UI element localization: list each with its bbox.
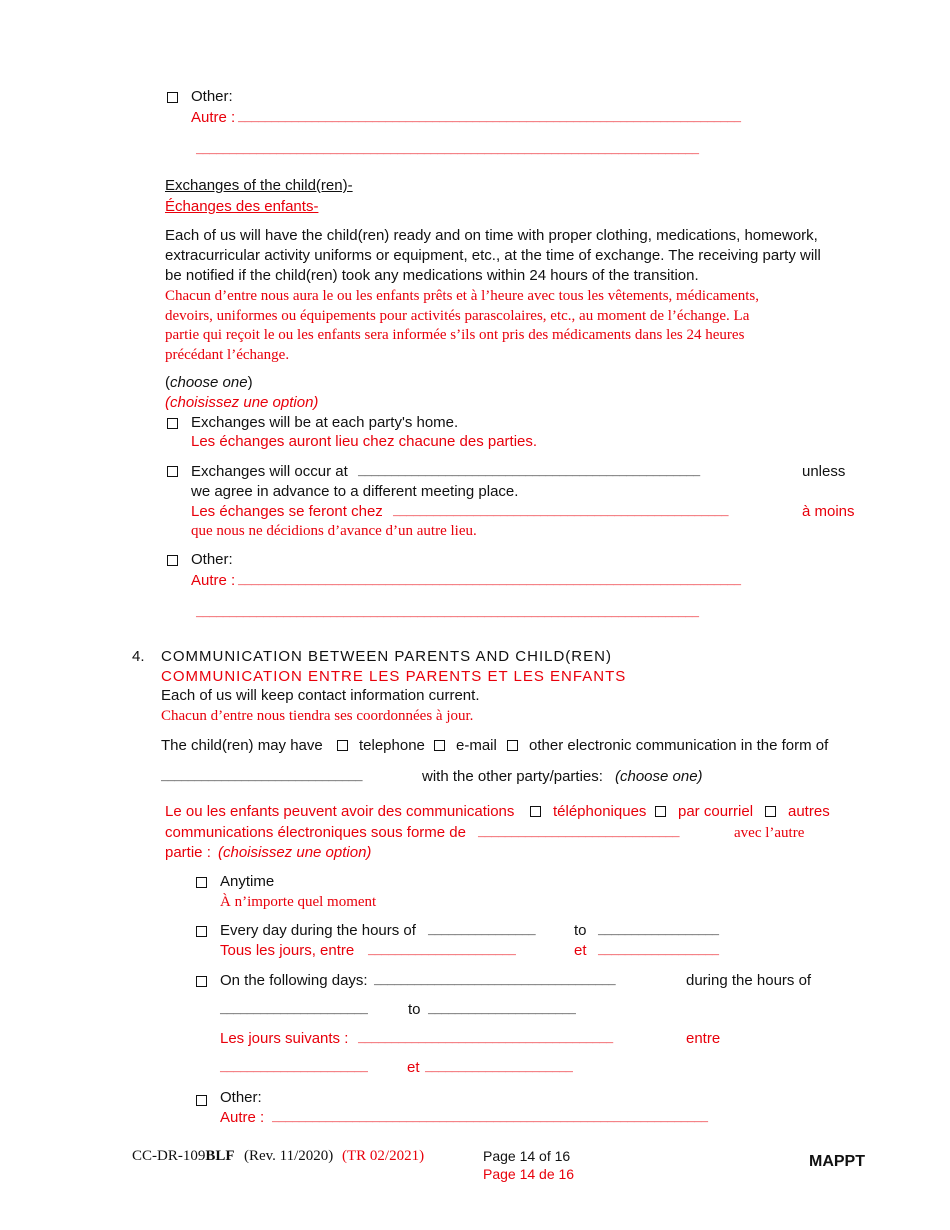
following-days-label-fr: Les jours suivants : (220, 1030, 349, 1047)
telephone-label: telephone (359, 737, 425, 754)
other-line-top-2[interactable]: ___________________________________________________________________________ (196, 143, 699, 157)
anytime-label-fr: À n’importe quel moment (220, 894, 377, 910)
other-electronic-label: other electronic communication in the form of (529, 737, 829, 754)
email-checkbox[interactable] (434, 740, 445, 751)
section-title: COMMUNICATION BETWEEN PARENTS AND CHILD(REN) (161, 648, 612, 665)
every-day-to-line-fr[interactable]: __________________ (598, 944, 719, 958)
other-label-top: Other: (191, 88, 233, 105)
following-from-line[interactable]: ______________________ (220, 1003, 368, 1017)
form-tr: (TR 02/2021) (342, 1148, 425, 1164)
exchanges-other-line-1[interactable]: ___________________________________________________________________________ (238, 574, 741, 588)
page-number-fr: Page 14 de 16 (483, 1166, 575, 1182)
exchanges-para-fr-line: devoirs, uniformes ou équipements pour activités parascolaires, etc., au moment de l’échange. La (165, 308, 750, 324)
other-line-top-1[interactable]: ___________________________________________________________________________ (238, 111, 741, 125)
exchanges-location-checkbox[interactable] (167, 466, 178, 477)
choose-one-label-fr: (choisissez une option) (165, 394, 319, 411)
exchanges-para-line: extracurricular activity uniforms or equipment, etc., at the time of exchange. The receiving party will (165, 247, 821, 264)
section-number: 4. (132, 648, 145, 665)
exchanges-unless-label: unless (802, 463, 846, 480)
exchanges-para-fr-line: Chacun d’entre nous aura le ou les enfants prêts et à l’heure avec tous les vêtements, médicaments, (165, 288, 759, 304)
form-revision: (Rev. 11/2020) (244, 1148, 334, 1164)
section-intro-fr: Chacun d’entre nous tiendra ses coordonnées à jour. (161, 708, 474, 724)
other-checkbox-top[interactable] (167, 92, 178, 103)
comm-other-checkbox[interactable] (196, 1095, 207, 1106)
mappt-label: MAPPT (809, 1153, 865, 1170)
other-electronic-checkbox[interactable] (507, 740, 518, 751)
other-electronic-checkbox-fr[interactable] (765, 806, 776, 817)
every-day-checkbox[interactable] (196, 926, 207, 937)
every-day-label: Every day during the hours of (220, 922, 416, 939)
following-to-line-fr[interactable]: ______________________ (425, 1061, 573, 1075)
every-day-label-fr: Tous les jours, entre (220, 942, 355, 959)
section-title-fr: COMMUNICATION ENTRE LES PARENTS ET LES ENFANTS (161, 668, 627, 685)
exchanges-para-line: be notified if the child(ren) took any medications within 24 hours of the transition. (165, 267, 699, 284)
exchanges-location-line[interactable]: ___________________________________________________ (358, 465, 700, 479)
may-have-label: The child(ren) may have (161, 737, 323, 754)
following-days-label: On the following days: (220, 972, 368, 989)
avec-label-fr: avec l’autre (734, 825, 805, 841)
following-to-line[interactable]: ______________________ (428, 1003, 576, 1017)
may-have-label-fr: Le ou les enfants peuvent avoir des communications (165, 803, 515, 820)
telephone-checkbox-fr[interactable] (530, 806, 541, 817)
exchanges-para-line: Each of us will have the child(ren) ready and on time with proper clothing, medications, homework, (165, 227, 818, 244)
form-number: CC-DR-109BLF (132, 1148, 235, 1164)
following-from-line-fr[interactable]: ______________________ (220, 1061, 368, 1075)
entre-label-fr: entre (686, 1030, 721, 1047)
every-day-to-line[interactable]: __________________ (598, 924, 719, 938)
autres-label-fr: autres (788, 803, 830, 820)
exchanges-location-line-fr[interactable]: __________________________________________________ (393, 505, 729, 519)
following-days-line-fr[interactable]: ______________________________________ (358, 1032, 613, 1046)
page-number: Page 14 of 16 (483, 1148, 571, 1164)
anytime-label: Anytime (220, 873, 275, 890)
exchanges-home-label-fr: Les échanges auront lieu chez chacune des parties. (191, 433, 538, 450)
choose-one-comm-fr: (choisissez une option) (218, 844, 372, 861)
exchanges-agree-label-fr: que nous ne décidions d’avance d’un autre lieu. (191, 523, 477, 539)
exchanges-home-checkbox[interactable] (167, 418, 178, 429)
exchanges-other-line-2[interactable]: ___________________________________________________________________________ (196, 606, 699, 620)
exchanges-other-label-fr: Autre : (191, 572, 236, 589)
exchanges-heading-fr: Échanges des enfants- (165, 198, 319, 215)
exchanges-other-checkbox[interactable] (167, 555, 178, 566)
exchanges-moins-label: à moins (802, 503, 855, 520)
choose-one-label: (choose one) (165, 374, 253, 391)
exchanges-para-fr-line: partie qui reçoit le ou les enfants sera informée s’ils ont pris des médicaments dans les 24 heures (165, 327, 745, 343)
partie-label-fr: partie : (165, 844, 211, 861)
comm-other-label: Other: (220, 1089, 262, 1106)
every-day-to-label: to (574, 922, 587, 939)
comm-other-label-fr: Autre : (220, 1109, 265, 1126)
exchanges-location-label: Exchanges will occur at (191, 463, 348, 480)
every-day-et-label: et (574, 942, 587, 959)
choose-one-comm: (choose one) (615, 768, 703, 785)
exchanges-heading: Exchanges of the child(ren)- (165, 177, 353, 194)
other-label-fr-top: Autre : (191, 109, 236, 126)
telephone-label-fr: téléphoniques (553, 803, 647, 820)
comm-other-line[interactable]: _________________________________________________________________ (272, 1111, 708, 1125)
exchanges-other-label: Other: (191, 551, 233, 568)
exchanges-location-label-fr: Les échanges se feront chez (191, 503, 383, 520)
during-hours-label: during the hours of (686, 972, 812, 989)
form-number-bold: BLF (205, 1148, 235, 1164)
email-label: e-mail (456, 737, 497, 754)
every-day-from-line[interactable]: ________________ (428, 924, 536, 938)
electronic-form-line-fr[interactable]: ______________________________ (478, 826, 680, 840)
email-label-fr: par courriel (678, 803, 754, 820)
exchanges-para-fr-line: précédant l’échange. (165, 347, 290, 363)
electronic-form-line[interactable]: ______________________________ (161, 770, 363, 784)
exchanges-home-label: Exchanges will be at each party's home. (191, 414, 459, 431)
anytime-checkbox[interactable] (196, 877, 207, 888)
email-checkbox-fr[interactable] (655, 806, 666, 817)
following-days-line[interactable]: ____________________________________ (374, 974, 616, 988)
following-days-checkbox[interactable] (196, 976, 207, 987)
every-day-from-line-fr[interactable]: ______________________ (368, 944, 516, 958)
exchanges-agree-label: we agree in advance to a different meeting place. (191, 483, 519, 500)
telephone-checkbox[interactable] (337, 740, 348, 751)
with-other-label: with the other party/parties: (422, 768, 603, 785)
forme-label-fr: communications électroniques sous forme de (165, 824, 466, 841)
following-to-label: to (408, 1001, 421, 1018)
section-intro: Each of us will keep contact information current. (161, 687, 480, 704)
following-et-label: et (407, 1059, 420, 1076)
